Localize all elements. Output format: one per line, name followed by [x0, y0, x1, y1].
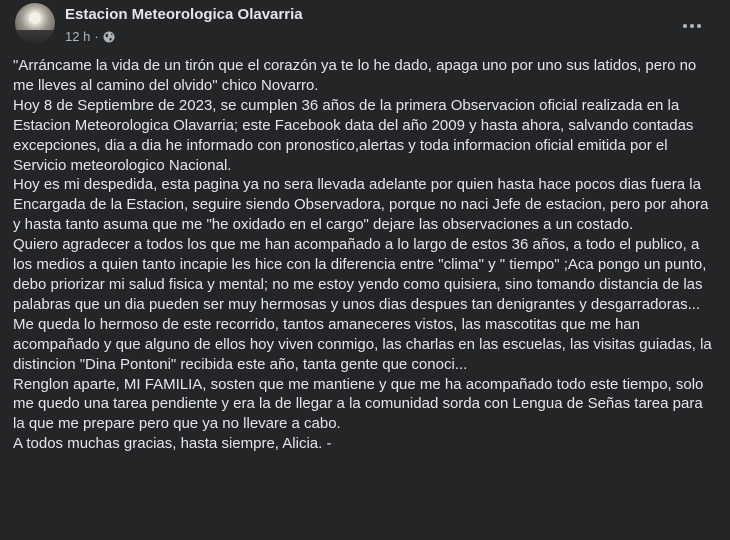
avatar-sun-image [29, 12, 41, 24]
page-name-link[interactable]: Estacion Meteorologica Olavarria [65, 6, 303, 23]
post-paragraph-memories: Me queda lo hermoso de este recorrido, tantos amaneceres vistos, las mascotitas que me han acompañado y que alguno de ellos hoy viven conmigo, las charlas en las escuelas, las visitas guiadas, la distincion "Dina Pontoni" recibida este año, tanta gente que conoci... [13, 315, 712, 373]
post-paragraph-signoff: A todos muchas gracias, hasta siempre, Alicia. - [13, 435, 332, 453]
globe-icon[interactable] [103, 31, 115, 43]
more-options-button[interactable] [674, 10, 710, 42]
post-text [13, 56, 717, 454]
meta-separator: · [94, 29, 99, 44]
more-options-icon [683, 24, 701, 28]
post-paragraph-thanks: Quiero agradecer a todos los que me han acompañado a lo largo de estos 36 años, a todo el publico, a los medios a quien tanto incapie les hice con la diferencia entre "clima" y " tiempo" ;Aca pongo un punto, debo priorizar mi salud fisica y mental; no me estoy yendo como quisiera, sino tomando distancia de las palabras que un dia pueden ser muy hermosas y unos dias despues tan denigrantes y desgarradoras... [13, 236, 707, 313]
post-paragraph-anniversary: Hoy 8 de Septiembre de 2023, se cumplen 36 años de la primera Observacion oficial realizada en la Estacion Meteorologica Olavarria; este Facebook data del año 2009 y hasta ahora, salvando contadas excepciones, dia a dia he informado con pronostico,alertas y toda informacion oficial emitida por el Servicio meteorologico Nacional. [13, 96, 694, 174]
post-paragraph-farewell: Hoy es mi despedida, esta pagina ya no sera llevada adelante por quien hasta hace pocos dias fuera la Encargada de la Estacion, seguire siendo Observadora, porque no naci Jefe de estacion, pero por ahora y hasta tanto asuma que me "he oxidado en el cargo" dejare las observaciones a un costado. [13, 176, 709, 234]
post-meta [65, 29, 115, 44]
post-paragraph-quote: "Arráncame la vida de un tirón que el corazón ya te lo he dado, apaga uno por uno sus latidos, pero no me lleves al camino del olvido" chico Novarro. [13, 57, 697, 94]
post-paragraph-family: Renglon aparte, MI FAMILIA, sosten que me mantiene y que me ha acompañado todo este tiempo, solo me quedo una tarea pendiente y era la de llegar a la comunidad sorda con Lengua de Señas tarea para la que me prepare pero que ya no llevare a cabo. [13, 375, 704, 433]
post-timestamp[interactable]: 12 h [65, 29, 91, 44]
avatar-horizon-image [15, 30, 55, 43]
page-avatar[interactable] [15, 3, 55, 43]
